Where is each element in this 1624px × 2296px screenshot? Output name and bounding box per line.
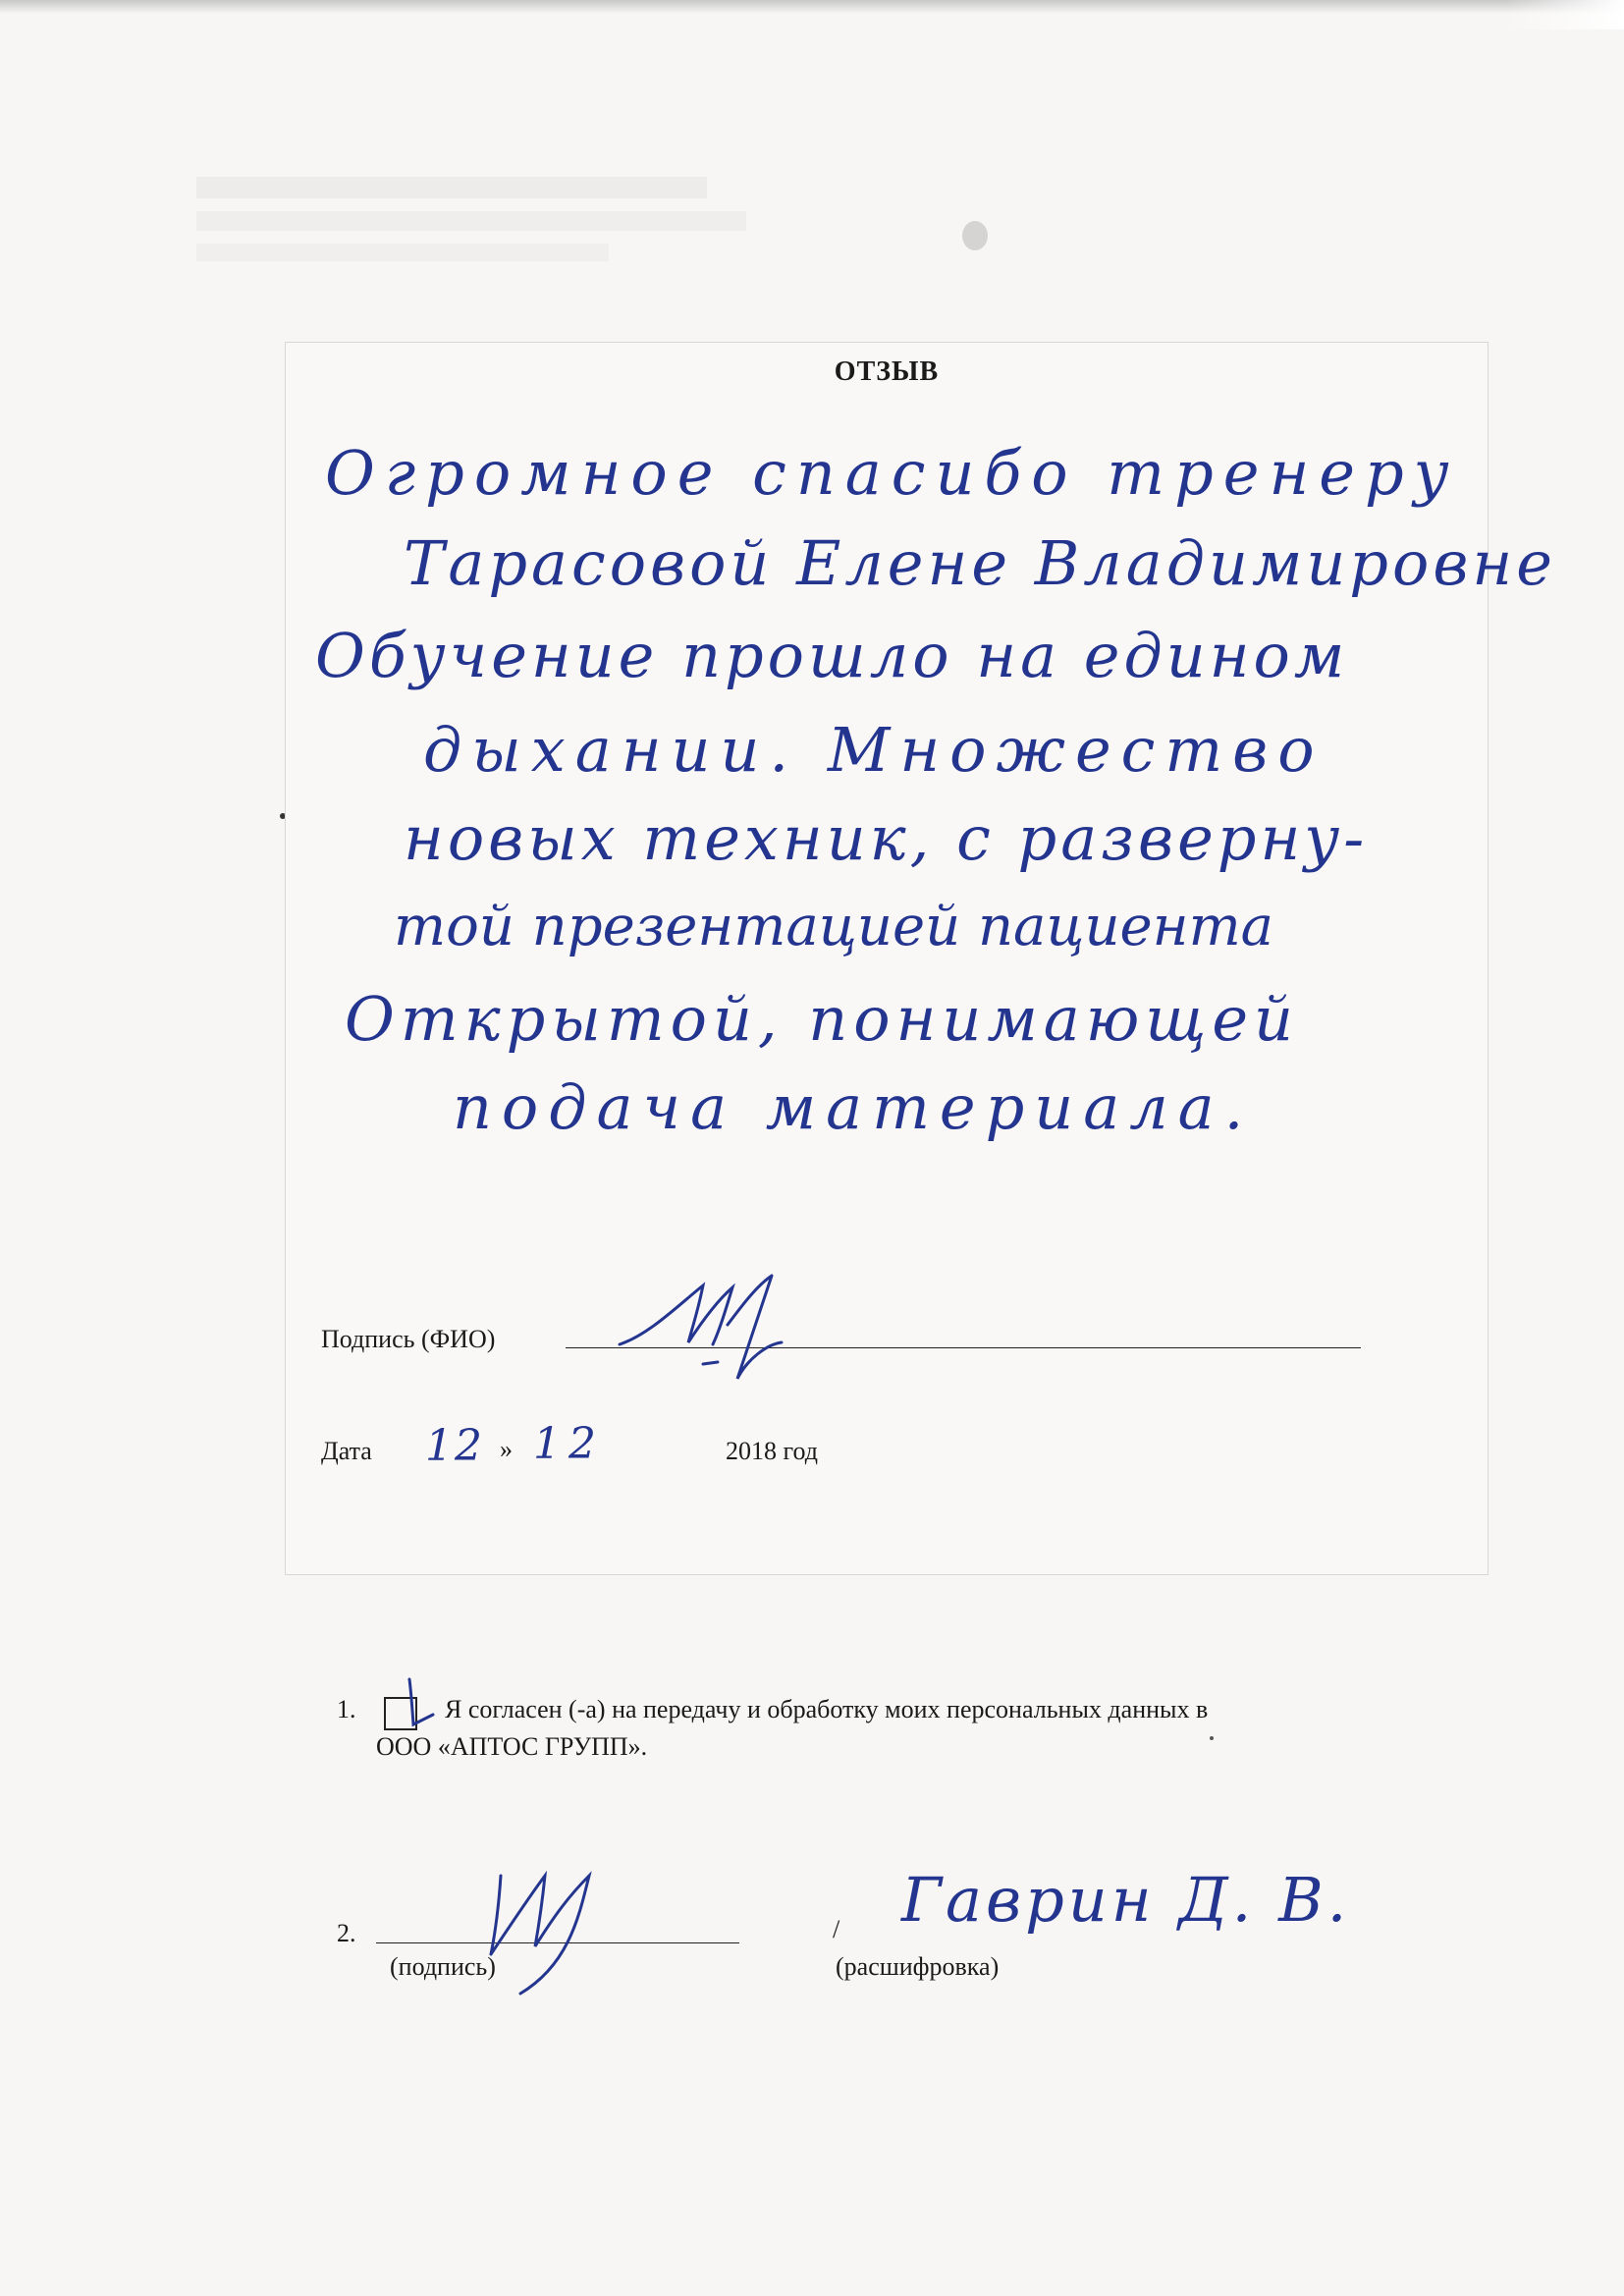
show-through-mark: [962, 221, 988, 250]
show-through-text: [196, 211, 746, 231]
review-line-1: Огромное спасибо тренеру: [325, 437, 1459, 509]
scan-corner: [1506, 0, 1624, 29]
review-line-2: Тарасовой Елене Владимировне: [404, 527, 1556, 599]
form-title: ОТЗЫВ: [834, 356, 940, 387]
scan-top-edge: [0, 0, 1624, 14]
signature-image: [610, 1266, 806, 1394]
signoff-separator: /: [833, 1915, 840, 1943]
review-line-6: той презентацией пациента: [394, 895, 1274, 958]
show-through-text: [196, 244, 609, 261]
review-line-5: новых техник, с разверну-: [404, 802, 1369, 874]
signature-label: Подпись (ФИО): [321, 1325, 496, 1353]
date-day: 12: [425, 1421, 484, 1471]
date-label: Дата: [321, 1437, 372, 1465]
date-month: 12: [533, 1419, 604, 1469]
decoded-name: Гаврин Д. В.: [901, 1864, 1351, 1936]
review-line-8: подача материала.: [453, 1071, 1254, 1143]
signoff-number: 2.: [337, 1919, 356, 1947]
show-through-text: [196, 177, 707, 198]
date-year: 2018 год: [726, 1437, 818, 1465]
review-line-3: Обучение прошло на едином: [315, 620, 1349, 691]
date-quote: »: [500, 1435, 513, 1463]
consent-block: [337, 1691, 1491, 1766]
consent-text-line-1: Я согласен (-а) на передачу и обработку моих персональных данных в: [445, 1695, 1209, 1723]
check-mark-icon: [404, 1675, 443, 1732]
consent-number: 1.: [337, 1695, 356, 1723]
review-line-4: дыхании. Множество: [423, 714, 1325, 786]
signature-caption: (подпись): [390, 1952, 496, 1981]
consent-text-line-2: ООО «АПТОС ГРУПП».: [376, 1732, 648, 1761]
decode-caption: (расшифровка): [836, 1952, 1000, 1981]
review-form: [285, 342, 1556, 1575]
review-line-7: Открытой, понимающей: [345, 983, 1299, 1055]
